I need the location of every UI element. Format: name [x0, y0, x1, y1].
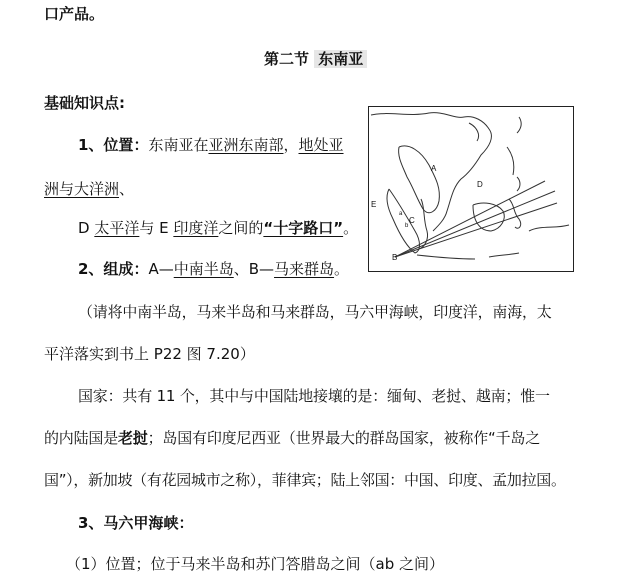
indochina-outline [399, 146, 440, 213]
lesser-sunda-outline [489, 253, 519, 257]
map-label-e: E [371, 200, 377, 209]
location-between-text: 之间的 [218, 219, 264, 237]
note-line-1: （请将中南半岛，马来半岛和马来群岛，马六甲海峡，印度洋，南海，太 [78, 303, 552, 321]
composition-a: A— [148, 260, 174, 278]
countries-island-text: ；岛国有印度尼西亚（世界最大的群岛国家，被称作“千岛之 [147, 429, 540, 447]
java-outline [417, 255, 475, 259]
basics-heading: 基础知识点: [44, 94, 125, 112]
malay-archipelago-text: 马来群岛 [274, 260, 335, 278]
map-drawing [369, 107, 573, 271]
section-name: 东南亚 [314, 50, 367, 68]
composition-end: 。 [334, 260, 350, 278]
laos-text: 老挝 [118, 429, 148, 447]
location-line-3 [78, 218, 358, 238]
malacca-heading: 3、马六甲海峡： [78, 514, 194, 532]
top-line-text: 口产品。 [44, 5, 105, 23]
taiwan-outline [517, 117, 521, 133]
location-line-2 [44, 179, 134, 199]
composition-colon: ： [133, 260, 149, 278]
new-guinea-outline [529, 225, 569, 231]
location-pause-mark: 、 [119, 180, 135, 198]
indian-ocean-text: 印度洋 [173, 219, 219, 237]
countries-line-3: 国”），新加坡（有花园城市之称），菲律宾；陆上邻国：中国、印度、孟加拉国。 [44, 471, 566, 489]
composition-b: 、B— [233, 260, 275, 278]
pacific-ocean-text: 太平洋 [94, 219, 140, 237]
borneo-outline [473, 203, 504, 231]
malacca-position-line: （1）位置；位于马来半岛和苏门答腊岛之间（ab 之间） [66, 555, 445, 573]
location-between-a: 地处亚 [298, 136, 344, 154]
location-and-e: 与 E [139, 219, 174, 237]
location-southeast-part: 亚洲东南部 [208, 136, 284, 154]
philippines-outline [507, 147, 520, 191]
location-end: 。 [343, 219, 359, 237]
location-text-1: 东南亚在 [148, 136, 209, 154]
countries-line-2 [44, 428, 540, 448]
countries-line-1: 国家：共有 11 个，其中与中国陆地接壤的是：缅甸、老挝、越南；惟一 [78, 387, 550, 405]
composition-line [78, 259, 349, 279]
section-title [264, 49, 367, 69]
map-label-b: B [392, 253, 398, 262]
map-label-b-small: b [405, 223, 409, 229]
note-line-2: 平洋落实到书上 P22 图 7.20） [44, 345, 255, 363]
southeast-asia-map [368, 106, 574, 272]
map-label-a: A [431, 164, 437, 173]
map-label-c: C [409, 216, 415, 225]
hainan-outline [469, 123, 479, 141]
countries-inland-text: 的内陆国是 [44, 429, 119, 447]
location-line-1 [78, 135, 344, 155]
location-d-label: D [78, 219, 95, 237]
location-label: 1、位置 [78, 136, 134, 154]
location-comma: ， [283, 136, 299, 154]
location-between-b: 洲与大洋洲 [44, 180, 120, 198]
indochina-peninsula-text: 中南半岛 [173, 260, 234, 278]
map-label-d: D [477, 180, 483, 189]
sulawesi-outline [509, 199, 521, 228]
map-label-a-small: a [399, 211, 403, 217]
crossroads-text: “十字路口” [263, 219, 344, 237]
section-prefix: 第二节 [264, 50, 310, 68]
composition-label: 2、组成 [78, 260, 134, 278]
location-colon: ： [133, 136, 149, 154]
route-line-1 [395, 181, 545, 257]
